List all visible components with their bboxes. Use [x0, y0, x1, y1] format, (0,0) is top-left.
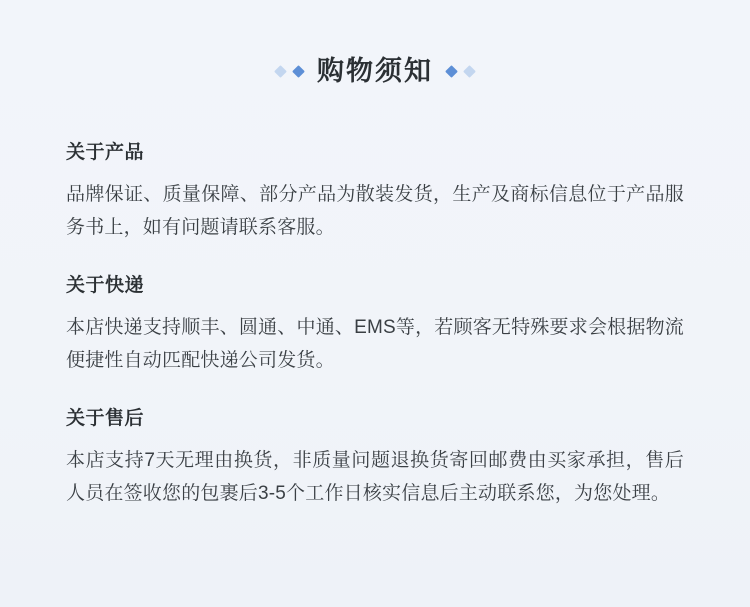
section-product: [66, 137, 684, 244]
section-body: 品牌保证、质量保障、部分产品为散装发货，生产及商标信息位于产品服务书上，如有问题请联系客服。: [66, 184, 684, 239]
ornament-right: [447, 67, 474, 76]
light-diamond-icon: [274, 65, 287, 78]
section-body: 本店支持7天无理由换货，非质量问题退换货寄回邮费由买家承担，售后人员在签收您的包裹后3-5个工作日核实信息后主动联系您，为您处理。: [66, 450, 684, 505]
section-heading: 关于快递: [66, 275, 145, 297]
light-diamond-icon: [463, 65, 476, 78]
section-shipping: [66, 270, 684, 377]
section-body: 本店快递支持顺丰、圆通、中通、EMS等，若顾客无特殊要求会根据物流便捷性自动匹配快递公司发货。: [66, 317, 684, 372]
section-heading: 关于售后: [66, 408, 145, 430]
section-heading: 关于产品: [66, 142, 145, 164]
dark-diamond-icon: [292, 65, 305, 78]
ornament-left: [276, 67, 303, 76]
page-title-row: [0, 0, 750, 103]
dark-diamond-icon: [445, 65, 458, 78]
notice-content: [0, 103, 750, 510]
page-title: 购物须知: [317, 56, 433, 87]
section-after-sales: [66, 403, 684, 510]
